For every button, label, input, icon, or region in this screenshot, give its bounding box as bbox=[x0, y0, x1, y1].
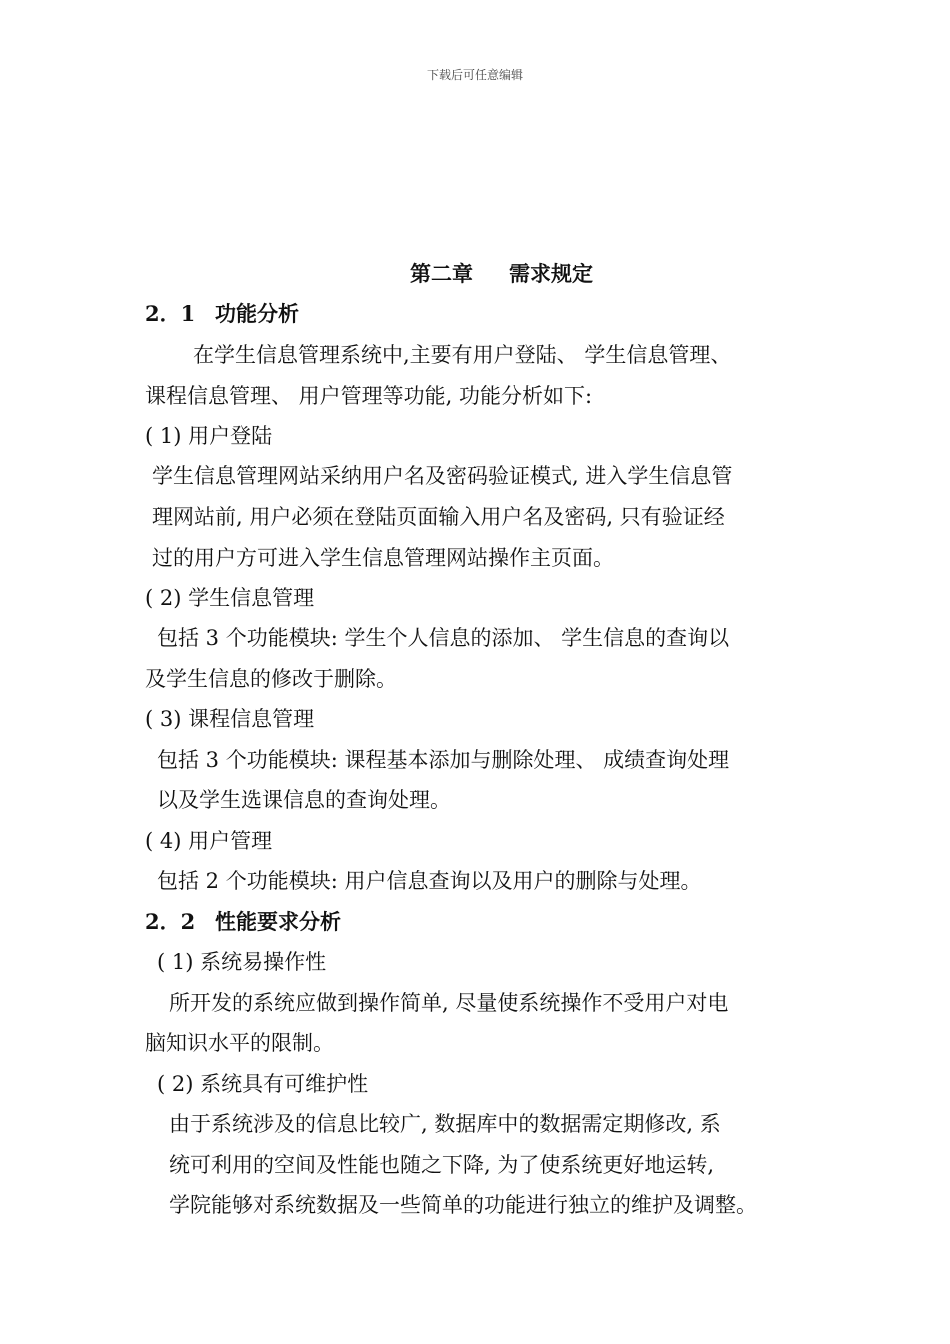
paragraph-line: 脑知识水平的限制。 bbox=[145, 1031, 334, 1055]
item-heading: ( 4) 用户管理 bbox=[145, 829, 273, 853]
paragraph-line: 学院能够对系统数据及一些简单的功能进行独立的维护及调整。 bbox=[169, 1193, 757, 1217]
item-heading: ( 2) 学生信息管理 bbox=[145, 586, 315, 610]
paragraph-line: 包括 2 个功能模块: 用户信息查询以及用户的删除与处理。 bbox=[157, 869, 702, 893]
page-header: 下载后可任意编辑 bbox=[426, 68, 523, 82]
section-2-2-heading bbox=[145, 908, 341, 936]
paragraph-line: 统可利用的空间及性能也随之下降, 为了使系统更好地运转, bbox=[169, 1153, 715, 1177]
paragraph-line: 由于系统涉及的信息比较广, 数据库中的数据需定期修改, 系 bbox=[169, 1112, 721, 1136]
section-number: 2．2 bbox=[145, 909, 196, 934]
paragraph-line: 包括 3 个功能模块: 学生个人信息的添加、 学生信息的查询以 bbox=[157, 626, 730, 650]
paragraph-line: 过的用户方可进入学生信息管理网站操作主页面。 bbox=[152, 546, 614, 570]
paragraph-line: 以及学生选课信息的查询处理。 bbox=[157, 788, 451, 812]
item-heading: ( 1) 系统易操作性 bbox=[157, 950, 327, 974]
item-heading: ( 1) 用户登陆 bbox=[145, 424, 273, 448]
chapter-label: 第二章 bbox=[410, 261, 473, 286]
item-heading: ( 3) 课程信息管理 bbox=[145, 707, 315, 731]
paragraph-line: 在学生信息管理系统中,主要有用户登陆、 学生信息管理、 bbox=[193, 343, 732, 367]
paragraph-line: 包括 3 个功能模块: 课程基本添加与删除处理、 成绩查询处理 bbox=[157, 748, 730, 772]
paragraph-line: 理网站前, 用户必须在登陆页面输入用户名及密码, 只有验证经 bbox=[152, 505, 725, 529]
section-number: 2．1 bbox=[145, 301, 196, 326]
section-title: 功能分析 bbox=[215, 301, 299, 326]
chapter-name: 需求规定 bbox=[509, 261, 593, 286]
section-2-1-heading bbox=[145, 300, 299, 328]
item-heading: ( 2) 系统具有可维护性 bbox=[157, 1072, 369, 1096]
paragraph-line: 及学生信息的修改于删除。 bbox=[145, 667, 397, 691]
paragraph-line: 所开发的系统应做到操作简单, 尽量使系统操作不受用户对电 bbox=[169, 991, 729, 1015]
chapter-title bbox=[410, 260, 593, 288]
paragraph-line: 学生信息管理网站采纳用户名及密码验证模式, 进入学生信息管 bbox=[152, 464, 733, 488]
paragraph-line: 课程信息管理、 用户管理等功能, 功能分析如下: bbox=[145, 384, 593, 408]
section-title: 性能要求分析 bbox=[215, 909, 341, 934]
